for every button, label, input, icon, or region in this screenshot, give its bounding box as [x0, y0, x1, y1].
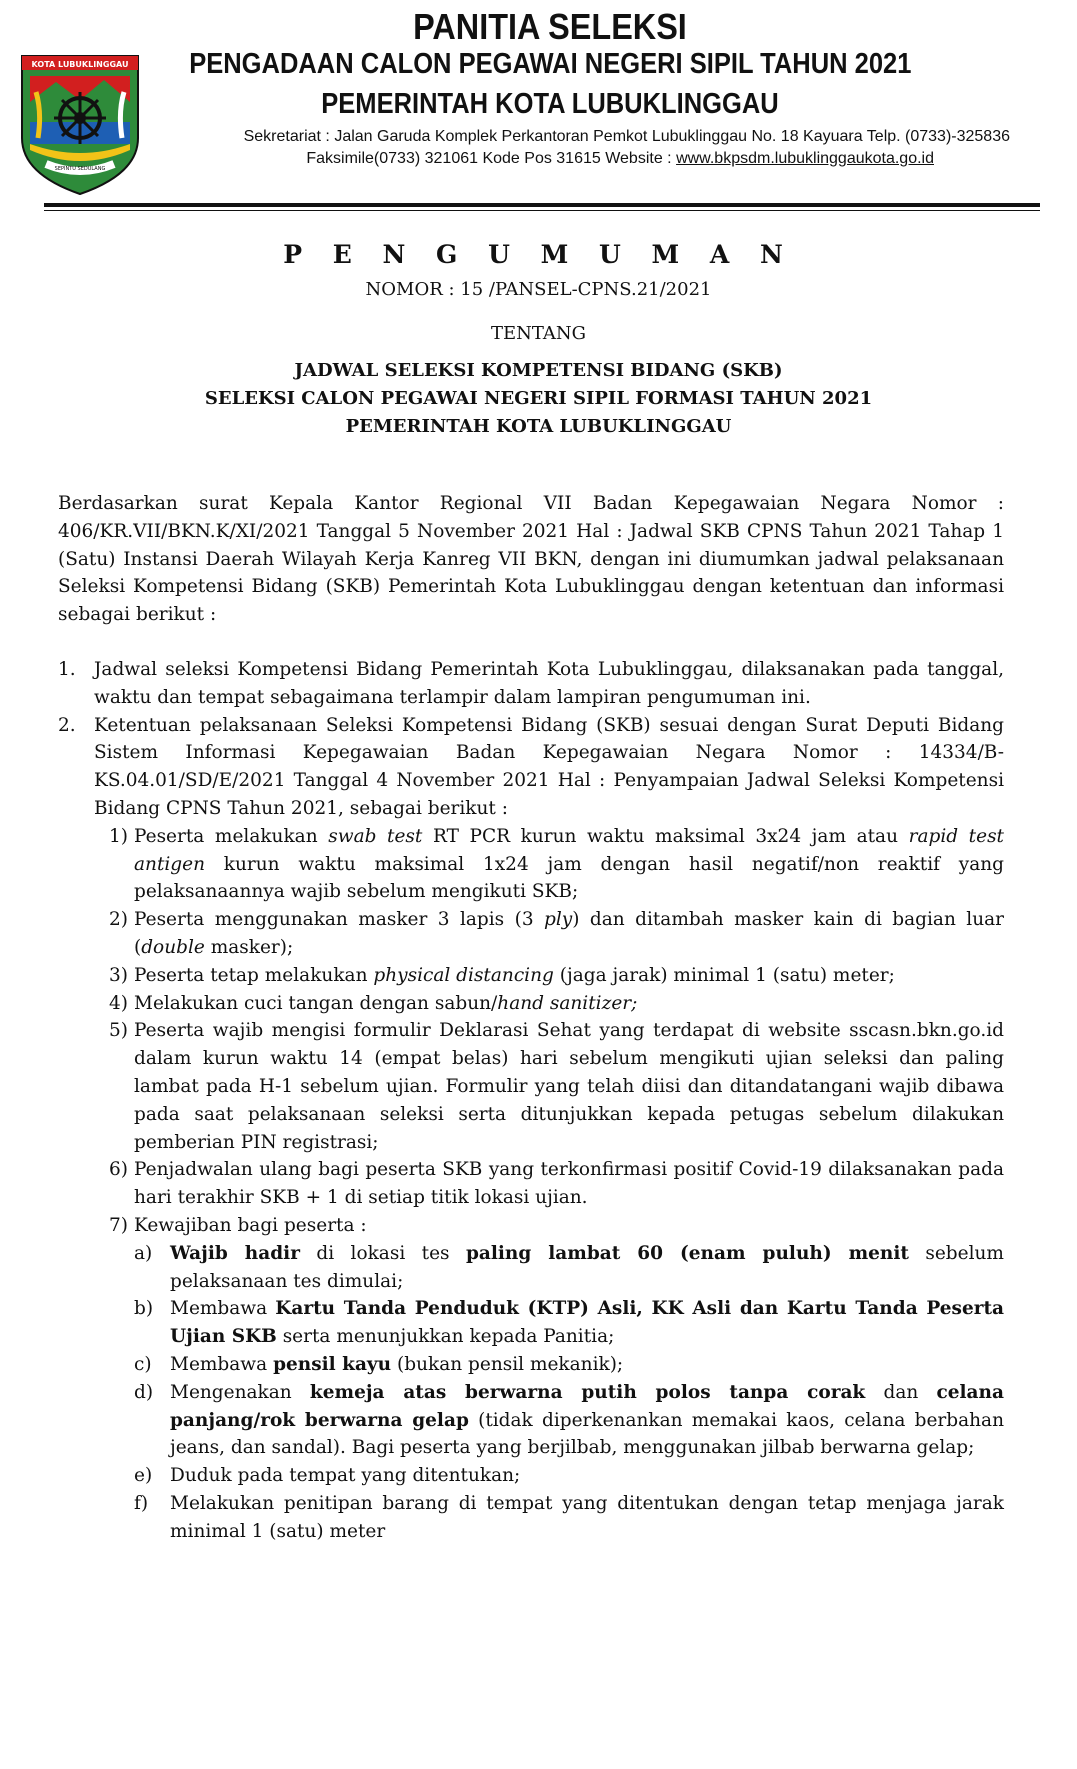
sub-number: 3) — [109, 964, 128, 986]
list-number: 2. — [58, 714, 76, 736]
list-text: Jadwal seleksi Kompetensi Bidang Pemerintah Kota Lubuklinggau, dilaksanakan pada tanggal, waktu dan tempat sebagaimana terlampir dalam lampiran pengumuman ini. — [94, 658, 1004, 708]
announcement-number: NOMOR : 15 /PANSEL-CPNS.21/2021 — [365, 279, 712, 300]
announcement-about: TENTANG — [490, 323, 587, 344]
obligation-item-e — [58, 1462, 1004, 1490]
announcement-subject-1: JADWAL SELEKSI KOMPETENSI BIDANG (SKB) — [294, 360, 783, 381]
obligation-item-c — [58, 1351, 1004, 1379]
sub-text: Peserta menggunakan masker 3 lapis (3 ply) dan ditambah masker kain di bagian luar (double masker); — [134, 909, 1004, 958]
letterhead-contact — [0, 150, 934, 168]
obligation-item-d — [58, 1379, 1004, 1462]
sub-item-1 — [58, 823, 1004, 906]
sub-item-3 — [58, 962, 1004, 990]
sub-item-2 — [58, 906, 1004, 962]
obligation-text: Membawa Kartu Tanda Penduduk (KTP) Asli, KK Asli dan Kartu Tanda Peserta Ujian SKB serta menunjukkan kepada Panitia; — [170, 1298, 1004, 1348]
intro-paragraph: Berdasarkan surat Kepala Kantor Regional VII Badan Kepegawaian Negara Nomor : 406/KR.VII/BKN.K/XI/2021 Tanggal 5 November 2021 Hal : Jadwal SKB CPNS Tahun 2021 Tahap 1 (Satu) Instansi Daerah Wilayah Kerja Kanreg VII BKN, dengan ini diumumkan jadwal pelaksanaan Seleksi Kompetensi Bidang (SKB) Pemerintah Kota Lubuklinggau dengan ketentuan dan informasi sebagai berikut : — [58, 493, 1004, 626]
obligation-text: Duduk pada tempat yang ditentukan; — [170, 1465, 521, 1487]
obligation-text: Melakukan penitipan barang di tempat yang ditentukan dengan tetap menjaga jarak minimal 1 (satu) meter — [170, 1492, 1004, 1542]
sub-item-7 — [58, 1212, 1004, 1240]
obligation-text: Wajib hadir di lokasi tes paling lambat 60 (enam puluh) menit sebelum pelaksanaan tes dimulai; — [170, 1242, 1004, 1292]
sub-number: 2) — [109, 909, 128, 931]
letter-marker: a) — [134, 1242, 153, 1264]
sub-item-6 — [58, 1156, 1004, 1212]
announcement-body — [58, 490, 1004, 1545]
letter-marker: d) — [134, 1381, 154, 1403]
letter-marker: c) — [134, 1353, 152, 1375]
announcement-title: P E N G U M U M A N — [283, 240, 794, 269]
sub-text: Peserta melakukan swab test RT PCR kurun waktu maksimal 3x24 jam atau rapid test antigen kurun waktu maksimal 1x24 jam dengan hasil negatif/non reaktif yang pelaksanaannya wajib sebelum mengikuti SKB; — [134, 825, 1004, 903]
announcement-subject-2: SELEKSI CALON PEGAWAI NEGERI SIPIL FORMASI TAHUN 2021 — [204, 388, 873, 409]
obligation-item-f — [58, 1490, 1004, 1546]
sub-number: 1) — [109, 825, 128, 847]
website-link[interactable]: www.bkpsdm.lubuklinggaukota.go.id — [676, 150, 934, 167]
sub-number: 6) — [109, 1159, 128, 1181]
sub-text: Kewajiban bagi peserta : — [134, 1214, 367, 1236]
sub-item-4 — [58, 990, 1004, 1018]
sub-text: Melakukan cuci tangan dengan sabun/hand sanitizer; — [134, 992, 638, 1014]
sub-number: 7) — [109, 1214, 128, 1236]
obligation-text: Mengenakan kemeja atas berwarna putih polos tanpa corak dan celana panjang/rok berwarna gelap (tidak diperkenankan memakai kaos, celana berbahan jeans, dan sandal). Bagi peserta yang berjilbab, menggunakan jilbab berwarna gelap; — [170, 1381, 1004, 1459]
letter-marker: f) — [134, 1492, 149, 1514]
sub-number: 4) — [109, 992, 128, 1014]
sub-text: Peserta tetap melakukan physical distancing (jaga jarak) minimal 1 (satu) meter; — [134, 964, 895, 986]
announcement-subject-3: PEMERINTAH KOTA LUBUKLINGGAU — [345, 416, 732, 437]
letterhead-subtitle: PENGADAAN CALON PEGAWAI NEGERI SIPIL TAHUN 2021 — [189, 48, 912, 80]
sub-text: Penjadwalan ulang bagi peserta SKB yang terkonfirmasi positif Covid-19 dilaksanakan pada hari terakhir SKB + 1 di setiap titik lokasi ujian. — [134, 1159, 1004, 1209]
contact-text: Faksimile(0733) 321061 Kode Pos 31615 Website : — [306, 150, 677, 167]
sub-text: Peserta wajib mengisi formulir Deklarasi Sehat yang terdapat di website sscasn.bkn.go.id dalam kurun waktu 14 (empat belas) hari sebelum mengikuti ujian seleksi dan paling lambat pada H-1 sebelum ujian. Formulir yang telah diisi dan ditandatangani wajib dibawa pada saat pelaksanaan seleksi serta ditunjukkan kepada petugas sebelum dilakukan pemberian PIN registrasi; — [134, 1020, 1004, 1153]
sub-number: 5) — [109, 1020, 128, 1042]
letterhead-title: PANITIA SELEKSI — [413, 6, 687, 47]
list-item-1 — [58, 656, 1004, 712]
obligation-text: Membawa pensil kayu (bukan pensil mekanik); — [170, 1353, 624, 1375]
sub-item-5 — [58, 1017, 1004, 1156]
obligation-item-b — [58, 1295, 1004, 1351]
letter-marker: e) — [134, 1465, 153, 1487]
obligation-item-a — [58, 1240, 1004, 1296]
header-rule-thin — [44, 210, 1040, 211]
letterhead-address: Sekretariat : Jalan Garuda Komplek Perkantoran Pemkot Lubuklinggau No. 18 Kayuara Telp. (0733)-325836 — [243, 128, 1010, 145]
list-item-2 — [58, 712, 1004, 823]
logo-text: KOTA LUBUKLINGGAU — [31, 60, 129, 69]
list-text: Ketentuan pelaksanaan Seleksi Kompetensi Bidang (SKB) sesuai dengan Surat Deputi Bidang Sistem Informasi Kepegawaian Badan Kepegawaian Negara Nomor : 14334/B-KS.04.01/SD/E/2021 Tanggal 4 November 2021 Hal : Penyampaian Jadwal Seleksi Kompetensi Bidang CPNS Tahun 2021, sebagai berikut : — [94, 714, 1004, 819]
header-rule-thick — [44, 203, 1040, 207]
list-number: 1. — [58, 658, 76, 680]
letter-marker: b) — [134, 1298, 154, 1320]
city-emblem-logo — [16, 52, 144, 198]
letterhead-government: PEMERINTAH KOTA LUBUKLINGGAU — [321, 88, 779, 120]
logo-motto: SEPINTU SEDULANG — [54, 166, 106, 172]
